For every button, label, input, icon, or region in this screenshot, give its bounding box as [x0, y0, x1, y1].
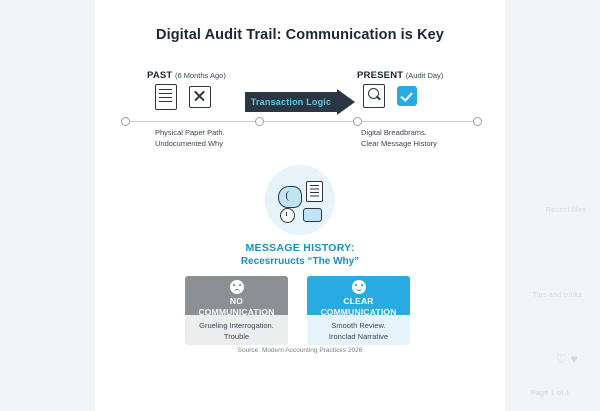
panel-heading-line2: COMMUNICATION — [198, 306, 275, 317]
present-caption-line1: Digital Breadbrams. — [361, 128, 427, 137]
panel-body-line1: Grueling Interrogation. — [199, 321, 274, 330]
page-title: Digital Audit Trail: Communication is Key — [156, 27, 444, 43]
background-ghost-text: Recent files — [545, 207, 586, 214]
background-ghost-text: Page 1 of 1 — [530, 390, 570, 397]
panel-heading-line2: COMMUNICATION — [320, 306, 397, 317]
message-history-title: MESSAGE HISTORY: — [245, 242, 355, 254]
hub-icon-cluster — [276, 176, 324, 224]
panel-body — [185, 315, 288, 345]
past-caption — [155, 127, 225, 149]
panel-body — [307, 315, 410, 345]
document-icon — [155, 84, 177, 110]
present-caption-line2: Clear Message History — [361, 139, 437, 148]
present-icon-group — [363, 84, 417, 108]
past-caption-line2: Undocumented Why — [155, 139, 223, 148]
panel-header — [185, 276, 288, 315]
x-mark-icon — [189, 86, 211, 108]
panel-heading-line1: CLEAR — [343, 296, 374, 306]
sad-face-icon — [230, 280, 244, 294]
background-ghost-text: Tips and tricks — [532, 292, 582, 299]
message-history-hub — [265, 165, 335, 235]
happy-face-icon — [352, 280, 366, 294]
panel-body-line2: Ironclad Narrative — [328, 332, 389, 341]
speech-bubble-icon — [303, 208, 322, 222]
background-ghost-text: ♡ ♥ — [555, 352, 578, 366]
panel-body-line1: Smooth Review. — [331, 321, 386, 330]
panel-clear-communication — [307, 276, 410, 345]
panel-body-line2: Trouble — [223, 332, 250, 341]
document-icon — [306, 181, 323, 202]
past-label — [147, 70, 226, 81]
past-sub-text: (6 Months Ago) — [174, 71, 226, 80]
present-label — [357, 70, 443, 81]
timeline-node — [353, 117, 362, 126]
magnifier-document-icon — [363, 84, 385, 108]
timeline-node — [473, 117, 482, 126]
panel-no-communication — [185, 276, 288, 345]
timeline-node — [255, 117, 264, 126]
present-label-text: PRESENT — [357, 70, 404, 81]
transaction-logic-arrow — [245, 92, 355, 112]
timeline-node — [121, 117, 130, 126]
past-caption-line1: Physical Paper Path. — [155, 128, 225, 137]
past-label-text: PAST — [147, 70, 173, 81]
present-sub-text: (Audit Day) — [405, 71, 444, 80]
checkmark-icon — [397, 86, 417, 106]
panel-header — [307, 276, 410, 315]
message-history-subtitle: Recesrruucts “The Why” — [240, 256, 360, 267]
source-note: Source: Modern Accounting Practices 2026 — [237, 347, 363, 354]
panel-heading-line1: NO — [229, 296, 244, 306]
arrow-label: Transaction Logic — [250, 97, 332, 107]
arrow-head-icon — [337, 89, 355, 115]
infographic-canvas — [95, 0, 505, 411]
brain-icon — [278, 186, 302, 208]
clock-icon — [280, 208, 295, 223]
past-icon-group — [155, 84, 211, 110]
present-caption — [361, 127, 437, 149]
timeline-axis — [123, 121, 478, 122]
